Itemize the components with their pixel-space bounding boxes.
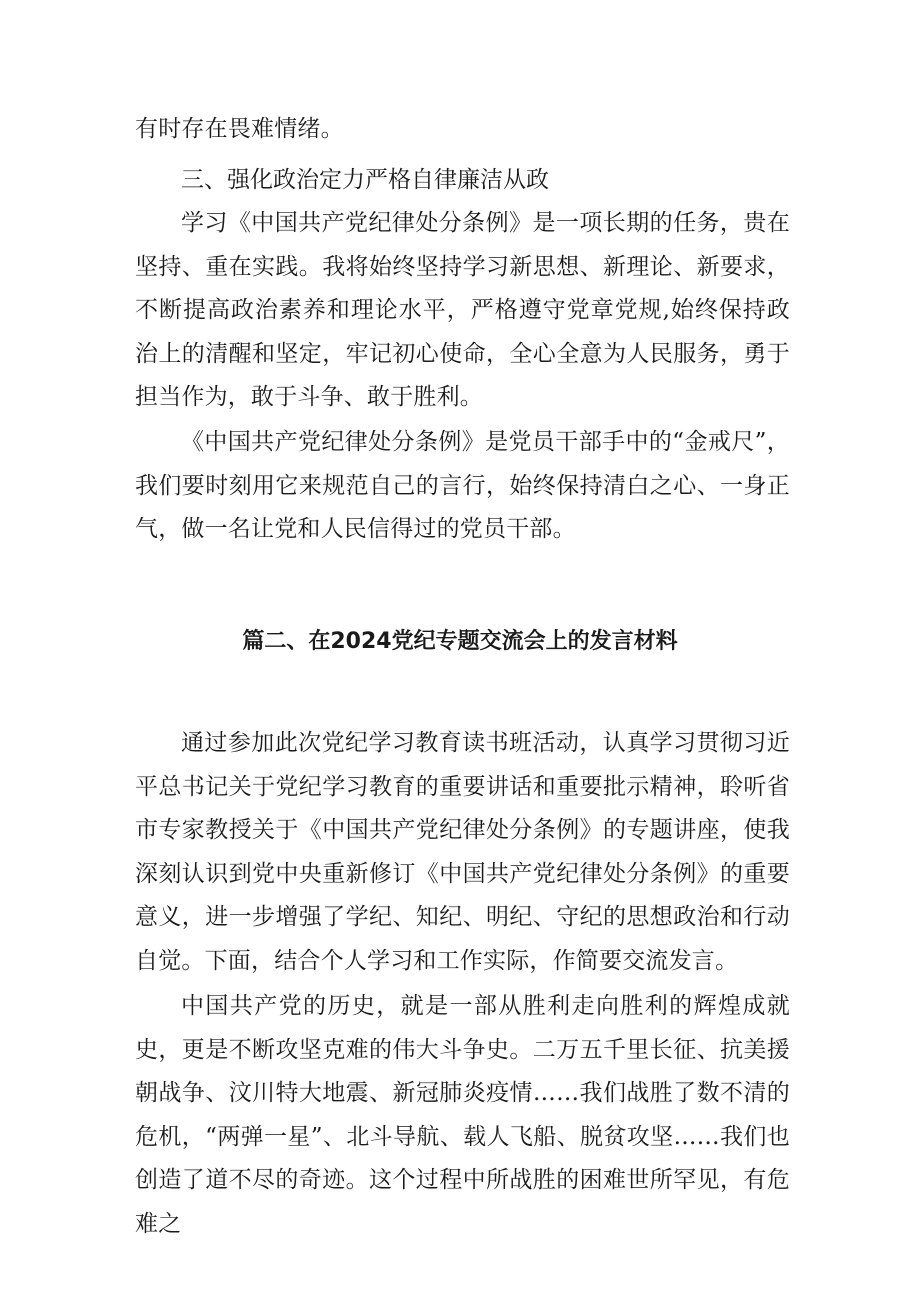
- paragraph-study-class: 通过参加此次党纪学习教育读书班活动，认真学习贯彻习近平总书记关于党纪学习教育的重要讲话和重要批示精神，聆听省市专家教授关于《中国共产党纪律处分条例》的专题讲座，使我深刻认识到党中央重新修订《中国共产党纪律处分条例》的重要意义，进一步增强了学纪、知纪、明纪、守纪的思想政治和行动自觉。下面，结合个人学习和工作实际，作简要交流发言。: [135, 730, 790, 974]
- part-two-heading: 篇二、在2024党纪专题交流会上的发言材料: [242, 629, 678, 654]
- paragraph-party-history: 中国共产党的历史，就是一部从胜利走向胜利的辉煌成就史，更是不断攻坚克难的伟大斗争史。二万五千里长征、抗美援朝战争、汶川特大地震、新冠肺炎疫情……我们战胜了数不清的危机，“两弹一星”、北斗导航、载人飞船、脱贫攻坚……我们也创造了道不尽的奇迹。这个过程中所战胜的困难世所罕见，有危难之: [135, 993, 790, 1237]
- section-heading: 三、强化政治定力严格自律廉洁从政: [181, 167, 549, 193]
- paragraph-discipline-study: 学习《中国共产党纪律处分条例》是一项长期的任务，贵在坚持、重在实践。我将始终坚持学习新思想、新理论、新要求，不断提高政治素养和理论水平，严格遵守党章党规,始终保持政治上的清醒和坚定，牢记初心使命，全心全意为人民服务，勇于担当作为，敢于斗争、敢于胜利。: [135, 210, 790, 411]
- paragraph-continued: 有时存在畏难情绪。: [135, 116, 344, 142]
- paragraph-ruler: 《中国共产党纪律处分条例》是党员干部手中的“金戒尺”，我们要时刻用它来规范自己的言行，始终保持清白之心、一身正气，做一名让党和人民信得过的党员干部。: [135, 429, 790, 543]
